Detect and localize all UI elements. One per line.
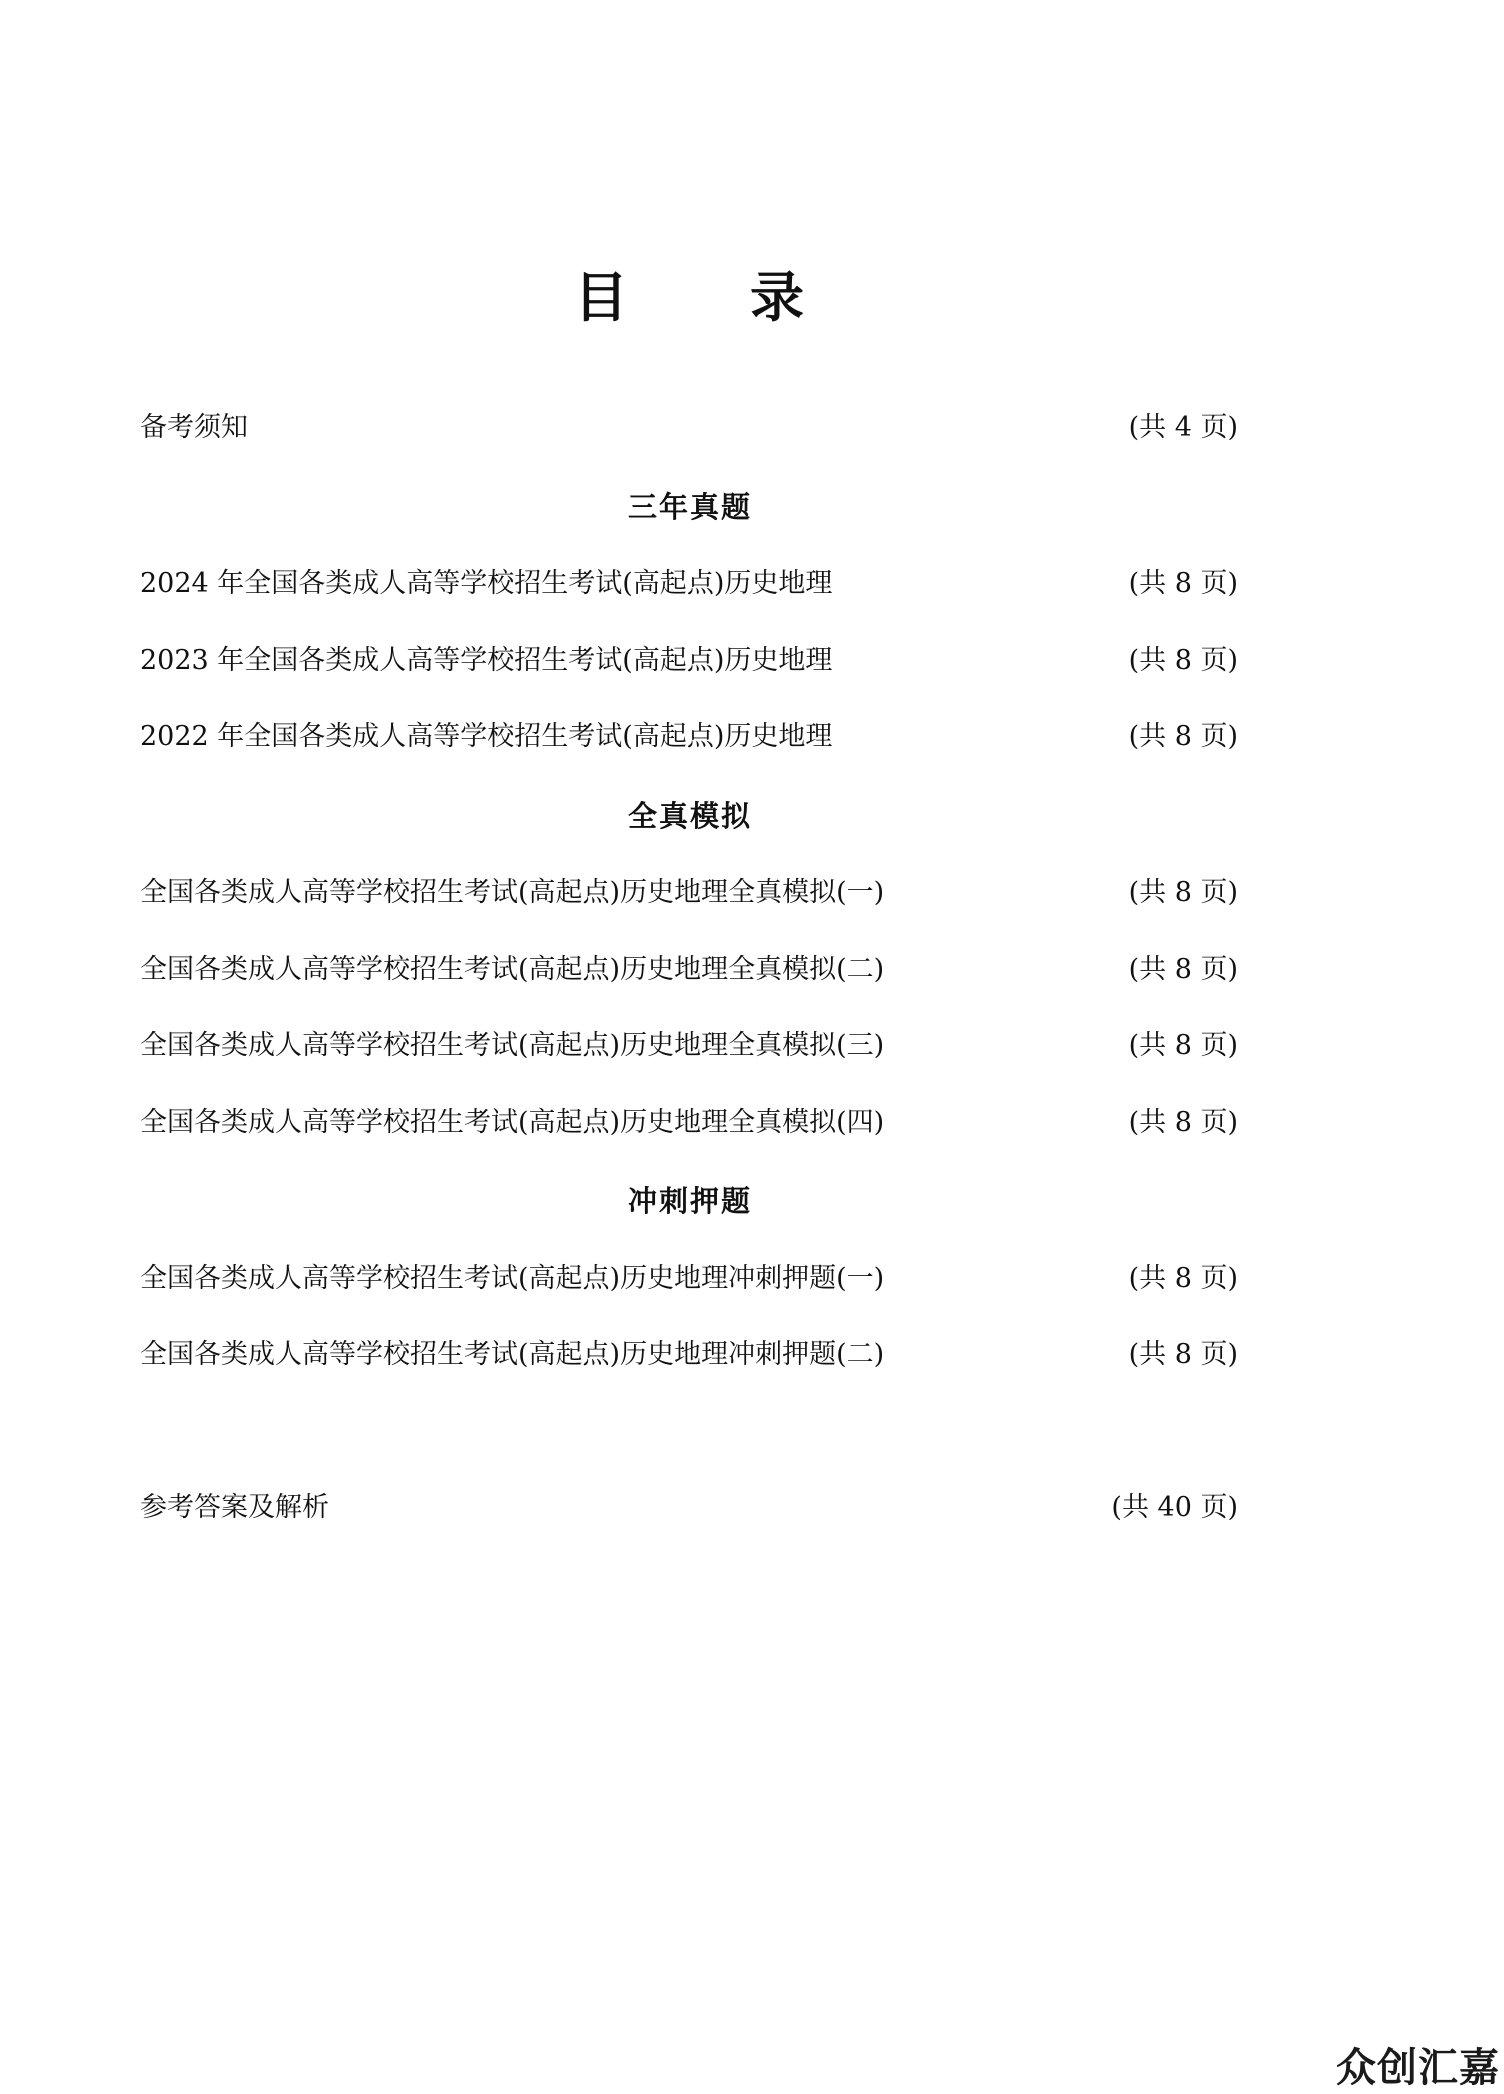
toc-entry[interactable] bbox=[140, 950, 1238, 990]
watermark-logo: 众创汇嘉 bbox=[1336, 2045, 1500, 2091]
toc-entry-label: 全国各类成人高等学校招生考试(高起点)历史地理全真模拟(一) bbox=[140, 877, 885, 908]
dot-leader bbox=[254, 408, 1119, 448]
toc-entry[interactable] bbox=[140, 1026, 1238, 1066]
toc-entry-pages: (共 40 页) bbox=[1111, 1492, 1238, 1523]
section-heading-sprint-exams: 冲刺押题 bbox=[627, 1184, 752, 1218]
section-heading-mock-exams: 全真模拟 bbox=[627, 799, 752, 833]
toc-entry[interactable] bbox=[140, 641, 1238, 681]
title-char-1: 目 bbox=[574, 265, 630, 329]
toc-entry-pages: (共 8 页) bbox=[1128, 568, 1238, 599]
toc-entry-label: 备考须知 bbox=[140, 412, 248, 443]
dot-leader bbox=[904, 1335, 1118, 1375]
toc-entry-pages: (共 8 页) bbox=[1128, 1030, 1238, 1061]
toc-entry[interactable] bbox=[140, 564, 1238, 604]
toc-entry-label: 2023 年全国各类成人高等学校招生考试(高起点)历史地理 bbox=[140, 645, 833, 676]
section-heading-past-exams: 三年真题 bbox=[627, 490, 752, 524]
toc-entry[interactable] bbox=[140, 717, 1238, 757]
dot-leader bbox=[852, 564, 1118, 604]
toc-entry[interactable] bbox=[140, 1103, 1238, 1143]
dot-leader bbox=[852, 717, 1118, 757]
toc-entry-intro[interactable] bbox=[140, 408, 1238, 448]
toc-entry[interactable] bbox=[140, 1259, 1238, 1299]
toc-entry-pages: (共 8 页) bbox=[1128, 645, 1238, 676]
dot-leader bbox=[349, 1488, 1101, 1528]
toc-entry-label: 2022 年全国各类成人高等学校招生考试(高起点)历史地理 bbox=[140, 721, 833, 752]
toc-entry-pages: (共 8 页) bbox=[1128, 721, 1238, 752]
toc-entry-label: 全国各类成人高等学校招生考试(高起点)历史地理全真模拟(四) bbox=[140, 1107, 885, 1138]
toc-entry-pages: (共 8 页) bbox=[1128, 954, 1238, 985]
toc-entry-answers[interactable] bbox=[140, 1488, 1238, 1528]
toc-entry-pages: (共 8 页) bbox=[1128, 877, 1238, 908]
dot-leader bbox=[904, 1103, 1118, 1143]
toc-entry-pages: (共 8 页) bbox=[1128, 1107, 1238, 1138]
dot-leader bbox=[904, 1259, 1118, 1299]
toc-entry-label: 2024 年全国各类成人高等学校招生考试(高起点)历史地理 bbox=[140, 568, 833, 599]
toc-entry[interactable] bbox=[140, 1335, 1238, 1375]
toc-entry-pages: (共 8 页) bbox=[1128, 1263, 1238, 1294]
dot-leader bbox=[904, 950, 1118, 990]
toc-entry-label: 全国各类成人高等学校招生考试(高起点)历史地理冲刺押题(二) bbox=[140, 1339, 885, 1370]
toc-entry-label: 全国各类成人高等学校招生考试(高起点)历史地理冲刺押题(一) bbox=[140, 1263, 885, 1294]
dot-leader bbox=[904, 873, 1118, 913]
toc-entry-label: 参考答案及解析 bbox=[140, 1492, 329, 1523]
toc-entry-label: 全国各类成人高等学校招生考试(高起点)历史地理全真模拟(二) bbox=[140, 954, 885, 985]
toc-entry-pages: (共 8 页) bbox=[1128, 1339, 1238, 1370]
toc-entry[interactable] bbox=[140, 873, 1238, 913]
title-char-2: 录 bbox=[750, 265, 806, 329]
toc-entry-pages: (共 4 页) bbox=[1128, 412, 1238, 443]
dot-leader bbox=[852, 641, 1118, 681]
toc-entry-label: 全国各类成人高等学校招生考试(高起点)历史地理全真模拟(三) bbox=[140, 1030, 885, 1061]
page-title bbox=[0, 262, 1380, 332]
dot-leader bbox=[904, 1026, 1118, 1066]
